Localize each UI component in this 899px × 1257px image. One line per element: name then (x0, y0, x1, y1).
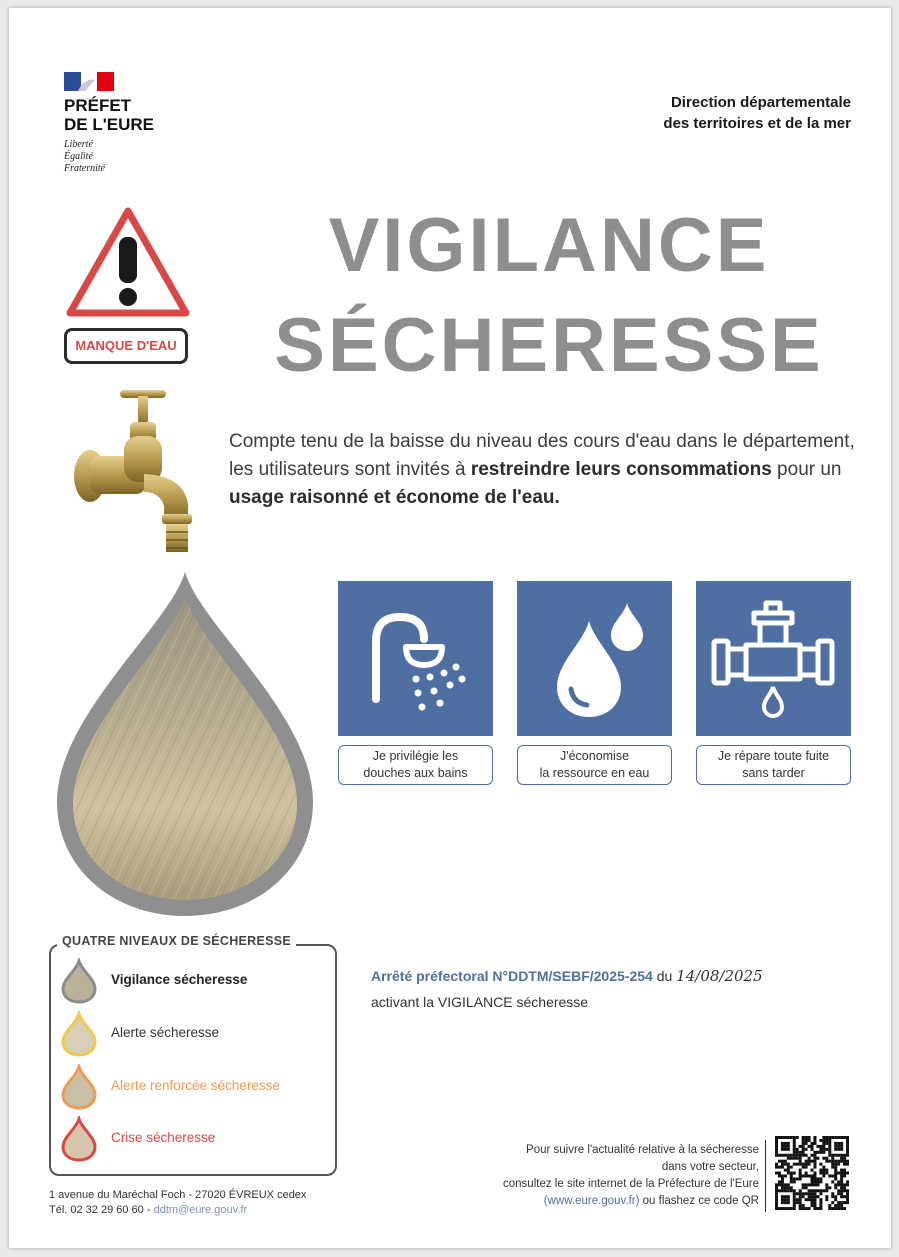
intro-paragraph (229, 428, 859, 512)
follow-line1: Pour suivre l'actualité relative à la sécheresse (526, 1144, 759, 1156)
level-alerte-renforcee (59, 1064, 329, 1110)
arrete-reference: Arrêté préfectoral N°DDTM/SEBF/2025-254 (371, 968, 653, 984)
poster-page (9, 8, 891, 1248)
warning-triangle-icon (64, 203, 192, 321)
water-drops-icon (517, 581, 672, 736)
tip-shower-line2: douches aux bains (363, 766, 468, 780)
faucet-icon (64, 384, 204, 554)
direction-title (663, 92, 851, 134)
follow-line4 (503, 1193, 759, 1210)
level-crise (59, 1116, 329, 1162)
drought-levels-title: QUATRE NIVEAUX DE SÉCHERESSE (57, 934, 296, 948)
title-line1: VIGILANCE (328, 203, 770, 288)
dry-grass-drop-image (51, 566, 319, 922)
level-alerte-renforcee-label: Alerte renforcée sécheresse (111, 1078, 280, 1093)
arrete-activant: activant la VIGILANCE sécheresse (371, 994, 589, 1010)
leaking-pipe-icon (696, 581, 851, 736)
direction-line2: des territoires et de la mer (663, 115, 851, 132)
footer-tel: Tél. 02 32 29 60 60 - (49, 1204, 154, 1216)
intro-bold-2: usage raisonné et économe de l'eau. (229, 487, 560, 508)
footer-tel-line (49, 1203, 306, 1218)
prefet-logo-text (64, 96, 154, 134)
level-alerte-label: Alerte sécheresse (111, 1025, 220, 1040)
intro-text-1: Compte tenu de la baisse du niveau des cours d'eau dans le département, les utilisateurs sont invités à (229, 431, 855, 480)
tip-shower-caption (338, 745, 493, 785)
republic-motto (64, 139, 105, 175)
shower-tile (338, 581, 493, 736)
tip-save-line2: la ressource en eau (539, 766, 650, 780)
vigilance-drop-icon (59, 958, 99, 1004)
tip-save-line1: J'économise (559, 749, 630, 763)
motto-fraternite: Fraternité (64, 163, 106, 174)
arrete-du: du (656, 968, 673, 984)
arrete-line (371, 966, 763, 986)
footer-address: 1 avenue du Maréchal Foch - 27020 ÉVREUX cedex (49, 1189, 307, 1201)
website-link[interactable]: (www.eure.gouv.fr) (543, 1195, 640, 1207)
prefet-line2: DE L'EURE (64, 115, 154, 134)
alerte-renforcee-drop-icon (59, 1064, 99, 1110)
motto-liberte: Liberté (64, 139, 93, 150)
follow-line4-rest: ou flashez ce code QR (639, 1195, 759, 1207)
prefet-line1: PRÉFET (64, 96, 132, 115)
water-drops-tile (517, 581, 672, 736)
intro-bold-1: restreindre leurs consommations (470, 459, 772, 480)
tip-repair-line2: sans tarder (742, 766, 805, 780)
qr-divider (765, 1140, 766, 1212)
page-title (239, 196, 859, 396)
level-alerte (59, 1011, 329, 1057)
level-crise-label: Crise sécheresse (111, 1130, 216, 1145)
qr-code[interactable] (775, 1136, 849, 1210)
tip-repair-leak-caption (696, 745, 851, 785)
tip-shower-line1: Je privilégie les (372, 749, 459, 763)
tip-repair-line1: Je répare toute fuite (717, 749, 830, 763)
footer-contact (49, 1188, 306, 1218)
level-vigilance (59, 958, 329, 1004)
level-vigilance-label: Vigilance sécheresse (111, 972, 248, 987)
marianne-flag-logo (64, 72, 114, 91)
footer-email[interactable]: ddtm@eure.gouv.fr (153, 1204, 248, 1216)
intro-text-2: pour un (771, 459, 842, 480)
follow-info (503, 1142, 759, 1210)
shower-icon (338, 581, 493, 736)
leaking-pipe-tile (696, 581, 851, 736)
alerte-drop-icon (59, 1011, 99, 1057)
arrete-date: 14/08/2025 (676, 967, 763, 985)
crise-drop-icon (59, 1116, 99, 1162)
title-line2: SÉCHERESSE (274, 303, 824, 388)
tip-save-water-caption (517, 745, 672, 785)
direction-line1: Direction départementale (670, 94, 851, 111)
follow-line2: dans votre secteur, (661, 1161, 759, 1173)
follow-line3: consultez le site internet de la Préfecture de l'Eure (503, 1178, 759, 1190)
motto-egalite: Égalité (64, 151, 93, 162)
manque-eau-badge: MANQUE D'EAU (64, 328, 188, 364)
